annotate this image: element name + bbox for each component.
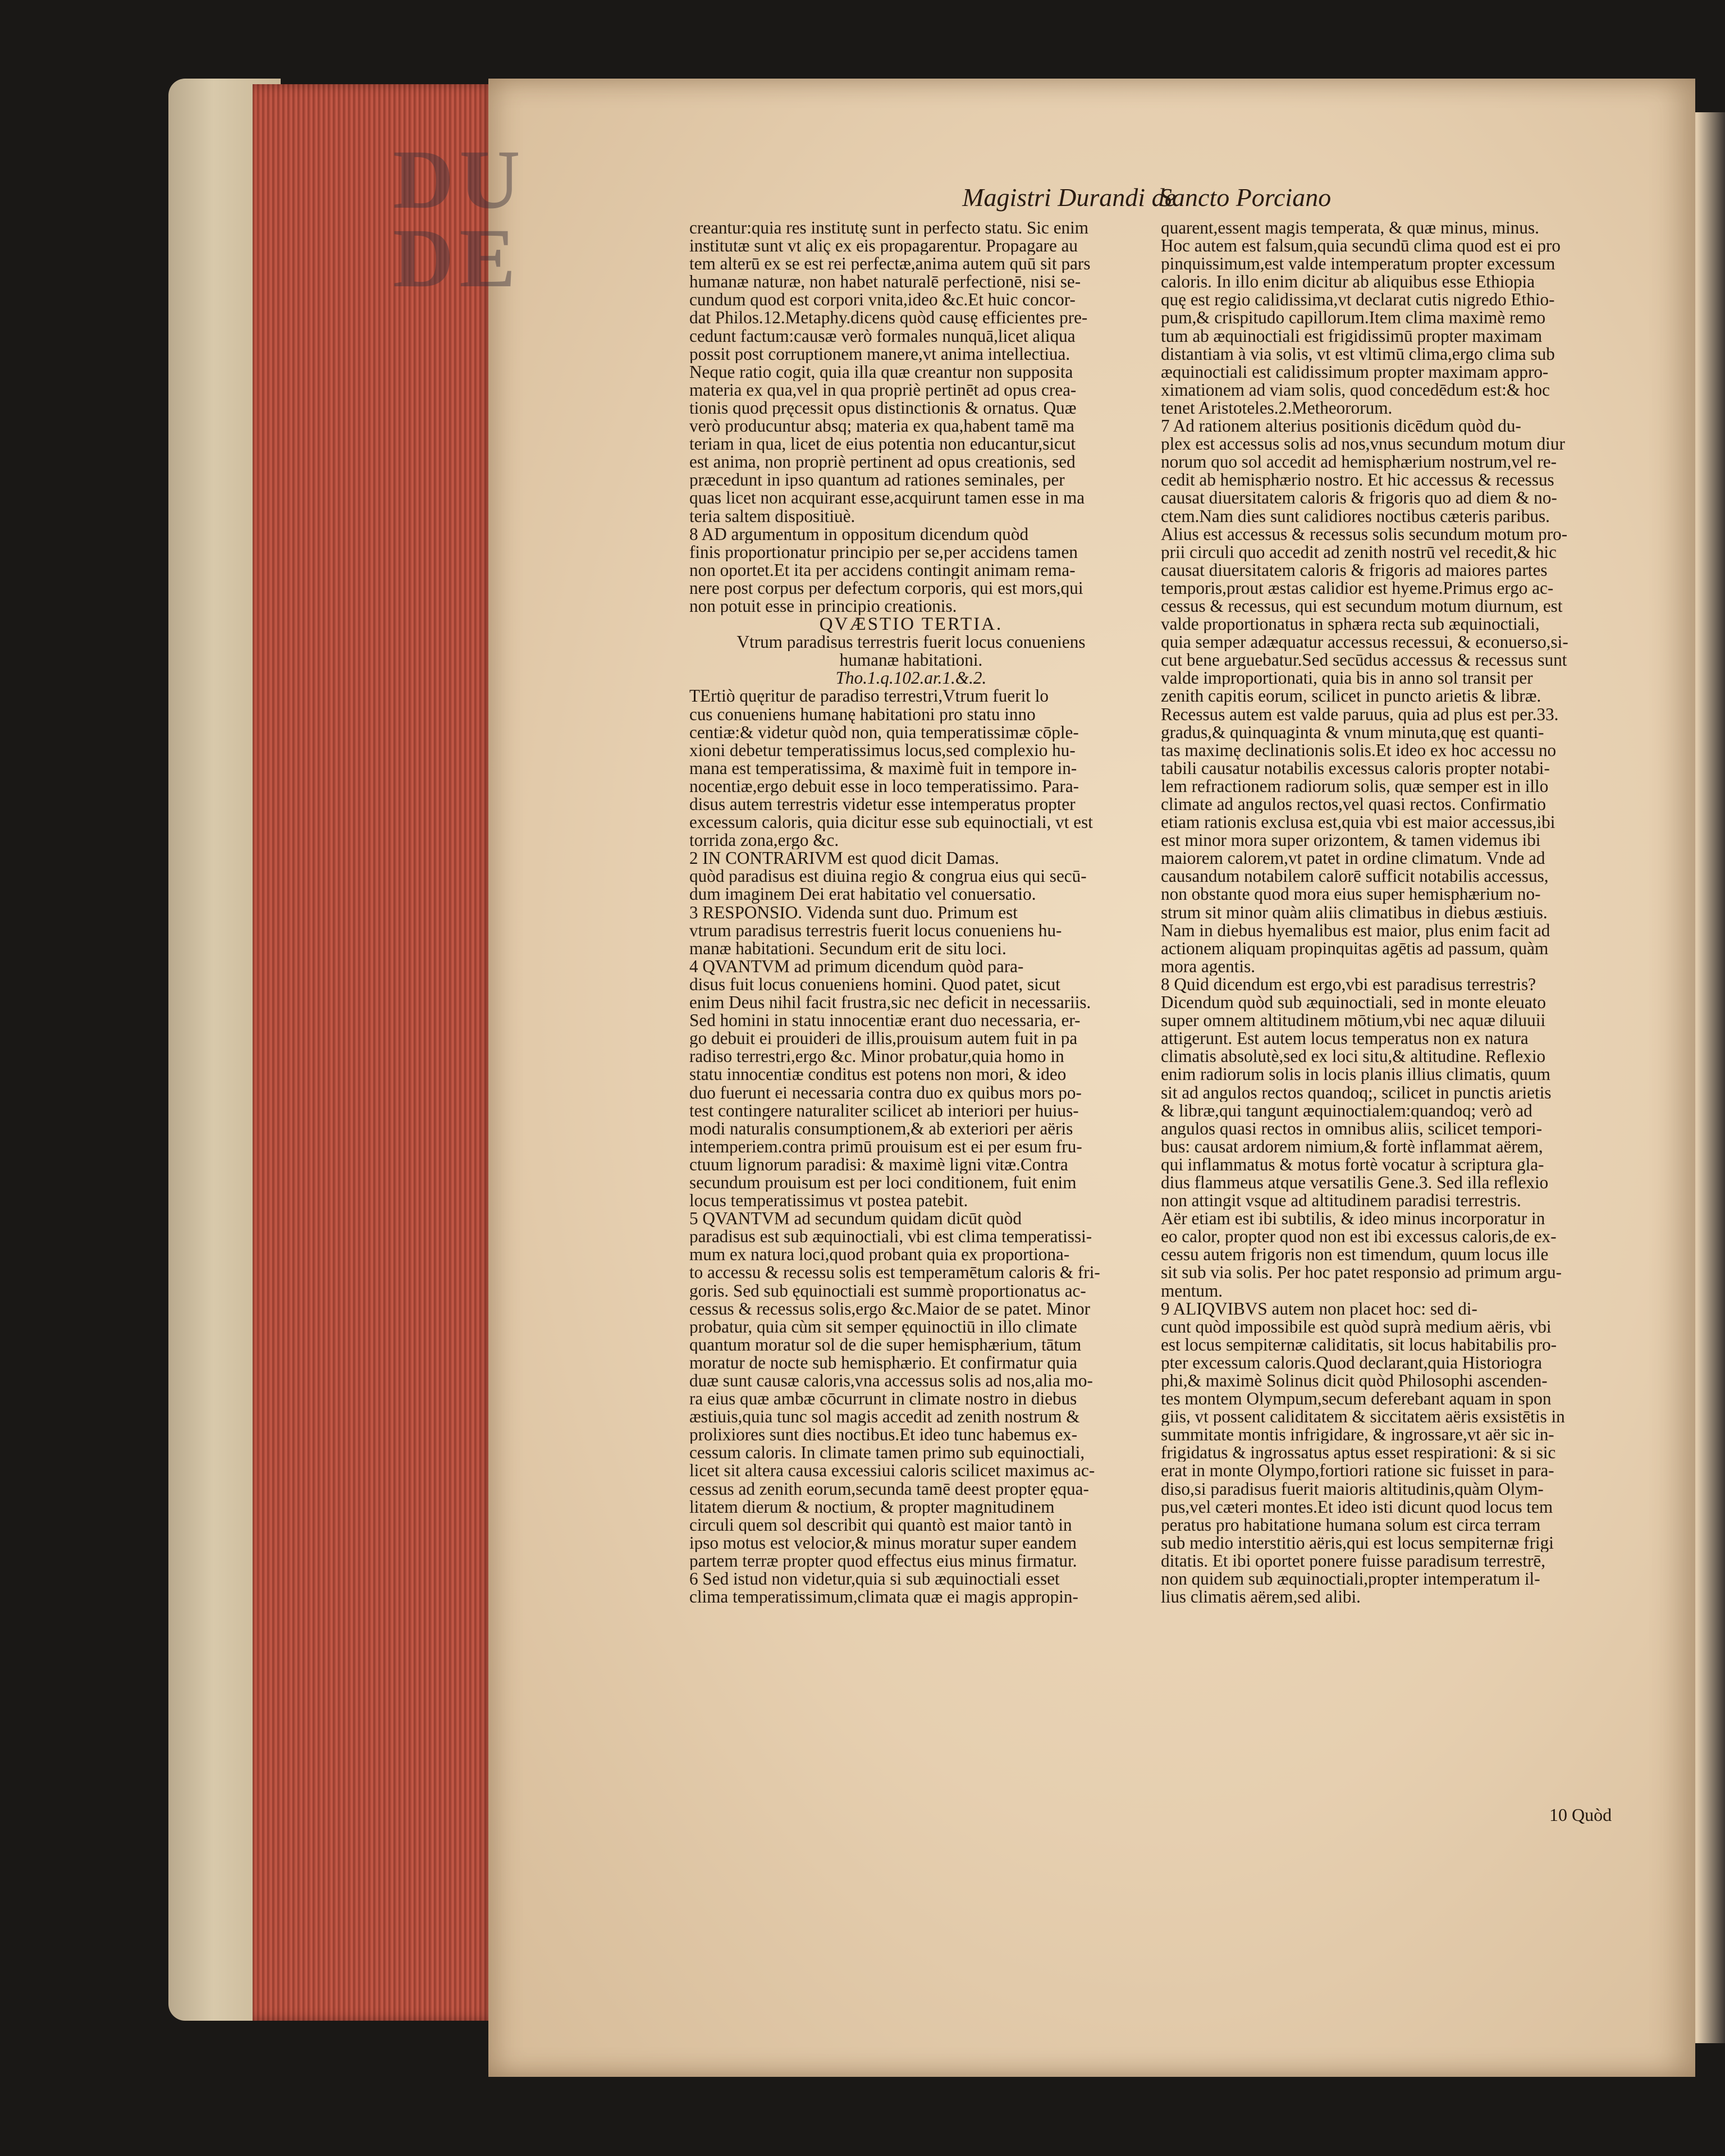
- text-line: Tho.1.q.102.ar.1.&.2.: [835, 669, 987, 688]
- text-line: sit sub via solis. Per hoc patet responsio ad primum argu-: [1161, 1264, 1562, 1282]
- text-line: duæ sunt causæ caloris,vna accessus solis ad nos,alia mo-: [689, 1372, 1093, 1390]
- text-line: disus autem terrestris videtur esse intemperatus propter: [689, 795, 1076, 814]
- text-line: etiam rationis exclusa est,quia vbi est maior accessus,ibi: [1161, 813, 1555, 832]
- text-line: lius climatis aërem,sed alibi.: [1161, 1588, 1361, 1606]
- text-line: litatem dierum & noctium, & propter magnitudinem: [689, 1498, 1055, 1516]
- text-line: manæ habitationi. Secundum erit de situ loci.: [689, 939, 1006, 958]
- text-column-right: [1161, 219, 1599, 1606]
- text-line: Alius est accessus & recessus solis secundum motum pro-: [1161, 525, 1568, 543]
- text-line: summitate montis infrigidare, & ingrossare,vt aër sic in-: [1161, 1426, 1554, 1444]
- text-line: erat in monte Olympo,fortiori ratione sic fuisset in para-: [1161, 1462, 1554, 1480]
- text-line: norum quo sol accedit ad hemisphærium nostrum,vel re-: [1161, 453, 1557, 472]
- text-line: TErtiò quęritur de paradiso terrestri,Vtrum fuerit lo: [689, 687, 1049, 706]
- text-line: causat diuersitatem caloris & frigoris ad maiores partes: [1161, 561, 1548, 579]
- text-line: cessus & recessus, qui est secundum motum diurnum, est: [1161, 597, 1563, 616]
- text-line: diso,si paradisus fuerit maioris altitudinis,quàm Olym-: [1161, 1480, 1544, 1498]
- text-line: nere post corpus per defectum corporis, qui est mors,qui: [689, 579, 1083, 597]
- text-line: frigidatus & ingrossatus aptus esset respirationi: & si sic: [1161, 1444, 1556, 1462]
- text-line: mana est temperatissima, & maximè fuit in tempore in-: [689, 759, 1077, 777]
- text-line: Aër etiam est ibi subtilis, & ideo minus incorporatur in: [1161, 1210, 1545, 1228]
- text-line: circuli quem sol describit qui quantò est maior tantò in: [689, 1516, 1072, 1534]
- text-line: mora agentis.: [1161, 957, 1256, 976]
- text-line: tenet Aristoteles.2.Metheororum.: [1161, 399, 1393, 418]
- text-line: 7 Ad rationem alterius positionis dicēdum quòd du-: [1161, 417, 1521, 436]
- text-line: attigerunt. Est autem locus temperatus non ex natura: [1161, 1029, 1529, 1048]
- text-line: 8 AD argumentum in oppositum dicendum quòd: [689, 525, 1029, 543]
- text-line: centiæ:& videtur quòd non, quia temperatissimæ cōple-: [689, 723, 1079, 741]
- text-line: radiso terrestri,ergo &c. Minor probatur,quia homo in: [689, 1047, 1064, 1066]
- text-line: disus fuit locus conueniens homini. Quod patet, sicut: [689, 975, 1060, 994]
- text-line: Recessus autem est valde paruus, quia ad plus est per.33.: [1161, 705, 1559, 724]
- text-line: ctuum lignorum paradisi: & maximè ligni vitæ.Contra: [689, 1155, 1068, 1174]
- text-line: cessus ad zenith eorum,secunda tamē deest propter ęqua-: [689, 1480, 1089, 1498]
- text-line: tas maximę declinationis solis.Et ideo ex hoc accessu no: [1161, 741, 1557, 759]
- running-head-right: Sancto Porciano: [1159, 183, 1332, 212]
- text-line: non attingit vsque ad altitudinem paradisi terrestris.: [1161, 1192, 1521, 1210]
- text-line: cessum caloris. In climate tamen primo sub equinoctiali,: [689, 1444, 1085, 1462]
- text-line: est minor mora super orizontem, & tamen videmus ibi: [1161, 831, 1541, 850]
- text-line: 3 RESPONSIO. Videnda sunt duo. Primum est: [689, 903, 1018, 922]
- text-line: eo calor, propter quod non est ibi excessus caloris,de ex-: [1161, 1228, 1557, 1246]
- text-line: non obstante quod mora eius super hemisphærium no-: [1161, 885, 1541, 904]
- text-line: gradus,& quinquaginta & vnum minuta,quę est quanti-: [1161, 723, 1544, 741]
- text-line: paradisus est sub æquinoctiali, vbi est clima temperatissi-: [689, 1228, 1092, 1246]
- text-line: torrida zona,ergo &c.: [689, 831, 839, 850]
- text-line: goris. Sed sub ęquinoctiali est summè proportionatus ac-: [689, 1281, 1086, 1300]
- text-line: partem terræ propter quod effectus eius minus firmatur.: [689, 1551, 1077, 1571]
- text-line: qui inflammatus & motus fortè vocatur à scriptura gla-: [1161, 1155, 1544, 1174]
- text-line: æstiuis,quia tunc sol magis accedit ad zenith nostrum &: [689, 1408, 1080, 1426]
- text-line: phi,& maximè Solinus dicit quòd Philosophi ascenden-: [1161, 1372, 1548, 1390]
- text-line: non potuit esse in principio creationis.: [689, 597, 957, 616]
- text-line: teriam in qua, licet de eius potentia non educantur,sicut: [689, 435, 1076, 454]
- text-line: peratus pro habitatione humana solum est circa terram: [1161, 1516, 1541, 1534]
- text-line: valde proportionatus in sphæra recta sub æquinoctiali,: [1161, 615, 1540, 634]
- text-line: climatis absolutè,sed ex loci situ,& altitudine. Reflexio: [1161, 1047, 1546, 1066]
- text-line: institutæ sunt vt aliç ex eis propagarentur. Propagare au: [689, 237, 1078, 255]
- text-line: to accessu & recessu solis est temperamētum caloris & fri-: [689, 1264, 1100, 1282]
- text-line: ra eius quæ ambæ cōcurrunt in climate nostro in diebus: [689, 1390, 1077, 1408]
- text-line: prii circuli quo accedit ad zenith nostrū vel recedit,& hic: [1161, 543, 1557, 561]
- bleed-through-lettering: DU DE: [393, 133, 526, 305]
- text-line: sub medio interstitio aëris,qui est locus sempiternæ frigi: [1161, 1534, 1554, 1552]
- text-line: causat diuersitatem caloris & frigoris quo ad diem & no-: [1161, 489, 1557, 507]
- text-line: Nam in diebus hyemalibus est maior, plus enim facit ad: [1161, 921, 1550, 940]
- text-line: excessum caloris, quia dicitur esse sub equinoctiali, vt est: [689, 813, 1093, 832]
- text-line: æquinoctiali est calidissimum propter maximam appro-: [1161, 363, 1549, 381]
- text-line: vtrum paradisus terrestris fuerit locus conueniens hu-: [689, 921, 1062, 940]
- text-line: verò producuntur absq; materia ex qua,habent tamē ma: [689, 417, 1074, 436]
- text-line: cessus & recessus solis,ergo &c.Maior de se patet. Minor: [689, 1299, 1090, 1318]
- text-line: Vtrum paradisus terrestris fuerit locus conueniens: [736, 633, 1086, 652]
- text-line: QVÆSTIO TERTIA.: [819, 615, 1003, 634]
- text-line: quantum moratur sol de die super hemisphærium, tātum: [689, 1335, 1082, 1354]
- text-line: tes montem Olympum,secum deferebant aquam in spon: [1161, 1390, 1552, 1408]
- text-line: nocentiæ,ergo debuit esse in loco temperatissimo. Para-: [689, 777, 1079, 795]
- text-line: 2 IN CONTRARIVM est quod dicit Damas.: [689, 849, 999, 868]
- text-line: quas licet non acquirant esse,acquirunt tamen esse in ma: [689, 489, 1085, 507]
- text-line: tem alterū ex se est rei perfectæ,anima autem quū sit pars: [689, 255, 1091, 273]
- text-line: humanæ habitationi.: [839, 651, 983, 670]
- text-line: ctem.Nam dies sunt calidiores noctibus cæteris paribus.: [1161, 507, 1550, 525]
- running-head-left: Magistri Durandi de: [962, 183, 1176, 212]
- text-line: locus temperatissimus vt postea patebit.: [689, 1192, 968, 1210]
- text-line: go debuit ei prouideri de illis,prouisum autem fuit in pa: [689, 1029, 1078, 1048]
- text-line: pinquissimum,est valde intemperatum propter excessum: [1161, 255, 1555, 273]
- text-line: cut bene arguebatur.Sed secūdus accessus & recessus sunt: [1161, 651, 1567, 670]
- text-line: intemperiem.contra primū prouisum est ei per esum fru-: [689, 1137, 1082, 1156]
- text-line: Sed homini in statu innocentiæ erant duo necessaria, er-: [689, 1011, 1081, 1030]
- text-line: maiorem calorem,vt patet in ordine climatum. Vnde ad: [1161, 849, 1545, 868]
- text-line: 6 Sed istud non videtur,quia si sub æquinoctiali esset: [689, 1570, 1060, 1589]
- text-line: statu innocentiæ conditus est potens non mori, & ideo: [689, 1065, 1067, 1084]
- text-line: 4 QVANTVM ad primum dicendum quòd para-: [689, 957, 1024, 976]
- text-line: tionis quod pręcessit opus distinctionis & ornatus. Quæ: [689, 399, 1077, 418]
- text-line: cunt quòd impossibile est quòd suprà medium aëris, vbi: [1161, 1317, 1552, 1336]
- text-line: dat Philos.12.Metaphy.dicens quòd causę efficientes pre-: [689, 309, 1088, 327]
- text-line: test contingere naturaliter scilicet ab interiori per huius-: [689, 1101, 1079, 1120]
- text-line: lem refractionem radiorum solis, quæ semper est in illo: [1161, 777, 1549, 795]
- text-line: caloris. In illo enim dicitur ab aliquibus esse Ethiopia: [1161, 273, 1535, 291]
- text-line: clima temperatissimum,climata quæ ei magis appropin-: [689, 1588, 1078, 1606]
- text-line: cundum quod est corpori vnita,ideo &c.Et huic concor-: [689, 291, 1076, 309]
- text-line: xioni debetur temperatissimus locus,sed complexio hu-: [689, 741, 1076, 759]
- text-line: quę est regio calidissima,vt declarat cutis nigredo Ethio-: [1161, 291, 1555, 309]
- text-line: sit ad angulos rectos quandoq;, scilicet in punctis arietis: [1161, 1083, 1552, 1102]
- text-line: giis, vt possent caliditatem & siccitatem aëris exsistētis in: [1161, 1408, 1565, 1426]
- catchword: 10 Quòd: [1549, 1805, 1612, 1825]
- text-line: humanæ naturæ, non habet naturalē perfectionē, nisi se-: [689, 273, 1081, 291]
- text-line: ipso motus est velocior,& minus moratur super eandem: [689, 1534, 1077, 1552]
- text-line: finis proportionatur principio per se,per accidens tamen: [689, 543, 1078, 561]
- text-line: modi naturalis consumptionem,& ab exteriori per aëris: [689, 1119, 1073, 1138]
- text-line: 9 ALIQVIBVS autem non placet hoc: sed di-: [1161, 1299, 1477, 1318]
- text-line: duo fuerunt ei necessaria contra duo ex quibus mors po-: [689, 1083, 1082, 1102]
- text-line: cessu autem frigoris non est timendum, quum locus ille: [1161, 1246, 1549, 1264]
- text-line: actionem aliquam propinquitas agētis ad passum, quàm: [1161, 939, 1549, 958]
- text-line: secundum prouisum est per loci conditionem, fuit enim: [689, 1173, 1077, 1192]
- text-line: zenith capitis eorum, scilicet in puncto arietis & libræ.: [1161, 687, 1541, 706]
- text-line: enim Deus nihil facit frustra,sic nec deficit in necessariis.: [689, 994, 1091, 1012]
- text-line: tabili causatur notabilis excessus caloris propter notabi-: [1161, 759, 1550, 777]
- text-line: non quidem sub æquinoctiali,propter intemperatum il-: [1161, 1570, 1540, 1589]
- text-line: pter excessum caloris.Quod declarant,quia Historiogra: [1161, 1353, 1542, 1372]
- text-line: Neque ratio cogit, quia illa quæ creantur non supposita: [689, 363, 1073, 381]
- text-line: temporis,prout æstas calidior est hyeme.Primus ergo ac-: [1161, 579, 1554, 597]
- text-line: materia ex qua,vel in qua propriè pertinēt ad opus crea-: [689, 381, 1077, 399]
- text-line: distantiam à via solis, vt est vltimū clima,ergo clima sub: [1161, 345, 1555, 363]
- text-line: & libræ,qui tangunt æquinoctialem:quandoq; verò ad: [1161, 1101, 1532, 1120]
- text-line: dius flammeus atque versatilis Gene.3. Sed illa reflexio: [1161, 1173, 1549, 1192]
- text-line: bus: causat ardorem nimium,& fortè inflammat aërem,: [1161, 1137, 1543, 1156]
- text-line: 5 QVANTVM ad secundum quidam dicūt quòd: [689, 1210, 1022, 1228]
- text-line: moratur de nocte sub hemisphærio. Et confirmatur quia: [689, 1353, 1078, 1372]
- text-line: pum,& crispitudo capillorum.Item clima maximè remo: [1161, 309, 1546, 327]
- text-line: valde improportionati, quia bis in anno sol transit per: [1161, 669, 1533, 688]
- text-line: plex est accessus solis ad nos,vnus secundum motum diur: [1161, 435, 1565, 454]
- text-line: tum ab æquinoctiali est frigidissimū propter maximam: [1161, 327, 1543, 345]
- text-line: licet sit altera causa excessiui caloris scilicet maximus ac-: [689, 1462, 1095, 1480]
- text-line: creantur:quia res institutę sunt in perfecto statu. Sic enim: [689, 219, 1089, 237]
- text-line: probatur, quia cùm sit semper ęquinoctiū in illo climate: [689, 1317, 1077, 1336]
- text-line: angulos quasi rectos in omnibus aliis, scilicet tempori-: [1161, 1119, 1543, 1138]
- text-line: dum imaginem Dei erat habitatio vel conuersatio.: [689, 885, 1036, 904]
- text-line: climate ad angulos rectos,vel quasi rectos. Confirmatio: [1161, 795, 1546, 814]
- text-line: possit post corruptionem manere,vt anima intellectiua.: [689, 345, 1070, 363]
- text-line: mum ex natura loci,quod probant quia ex proportiona-: [689, 1246, 1070, 1264]
- text-line: cus conueniens humanę habitationi pro statu inno: [689, 705, 1036, 724]
- text-line: quarent,essent magis temperata, & quæ minus, minus.: [1161, 219, 1539, 237]
- text-line: Dicendum quòd sub æquinoctiali, sed in monte eleuato: [1161, 994, 1546, 1012]
- text-line: Hoc autem est falsum,quia secundū clima quod est ei pro: [1161, 237, 1561, 255]
- text-line: ditatis. Et ibi oportet ponere fuisse paradisum terrestrē,: [1161, 1551, 1546, 1571]
- text-column-left: [689, 219, 1133, 1606]
- text-line: super omnem altitudinem mōtium,vbi nec aquæ diluuii: [1161, 1011, 1546, 1030]
- text-line: est anima, non propriè pertinent ad opus creationis, sed: [689, 453, 1076, 472]
- text-line: 8 Quid dicendum est ergo,vbi est paradisus terrestris?: [1161, 975, 1536, 994]
- text-line: cedunt factum:causæ verò formales nunquā,licet aliqua: [689, 327, 1076, 345]
- text-line: quia semper adæquatur accessus recessui, & econuerso,si-: [1161, 633, 1568, 652]
- text-line: teria saltem dispositiuè.: [689, 507, 855, 525]
- text-line: est locus sempiternæ caliditatis, sit locus habitabilis pro-: [1161, 1335, 1557, 1354]
- text-line: enim radiorum solis in locis planis illius climatis, quum: [1161, 1065, 1550, 1084]
- text-line: cedit ab hemisphærio nostro. Et hic accessus & recessus: [1161, 471, 1554, 489]
- text-line: præcedunt in ipso quantum ad rationes seminales, per: [689, 471, 1065, 489]
- text-line: strum sit minor quàm aliis climatibus in diebus æstiuis.: [1161, 903, 1548, 922]
- text-line: pus,vel cæteri montes.Et ideo isti dicunt quod locus tem: [1161, 1498, 1553, 1516]
- text-line: causandum notabilem calorē sufficit notabilis accessus,: [1161, 867, 1549, 886]
- text-line: mentum.: [1161, 1281, 1223, 1300]
- text-line: ximationem ad viam solis, quod concedēdum est:& hoc: [1161, 381, 1550, 399]
- red-page-edges: [253, 84, 494, 2021]
- text-line: non oportet.Et ita per accidens contingit animam rema-: [689, 561, 1076, 579]
- text-line: prolixiores sunt dies noctibus.Et ideo tunc habemus ex-: [689, 1426, 1078, 1444]
- text-line: quòd paradisus est diuina regio & congrua eius qui secū-: [689, 867, 1087, 886]
